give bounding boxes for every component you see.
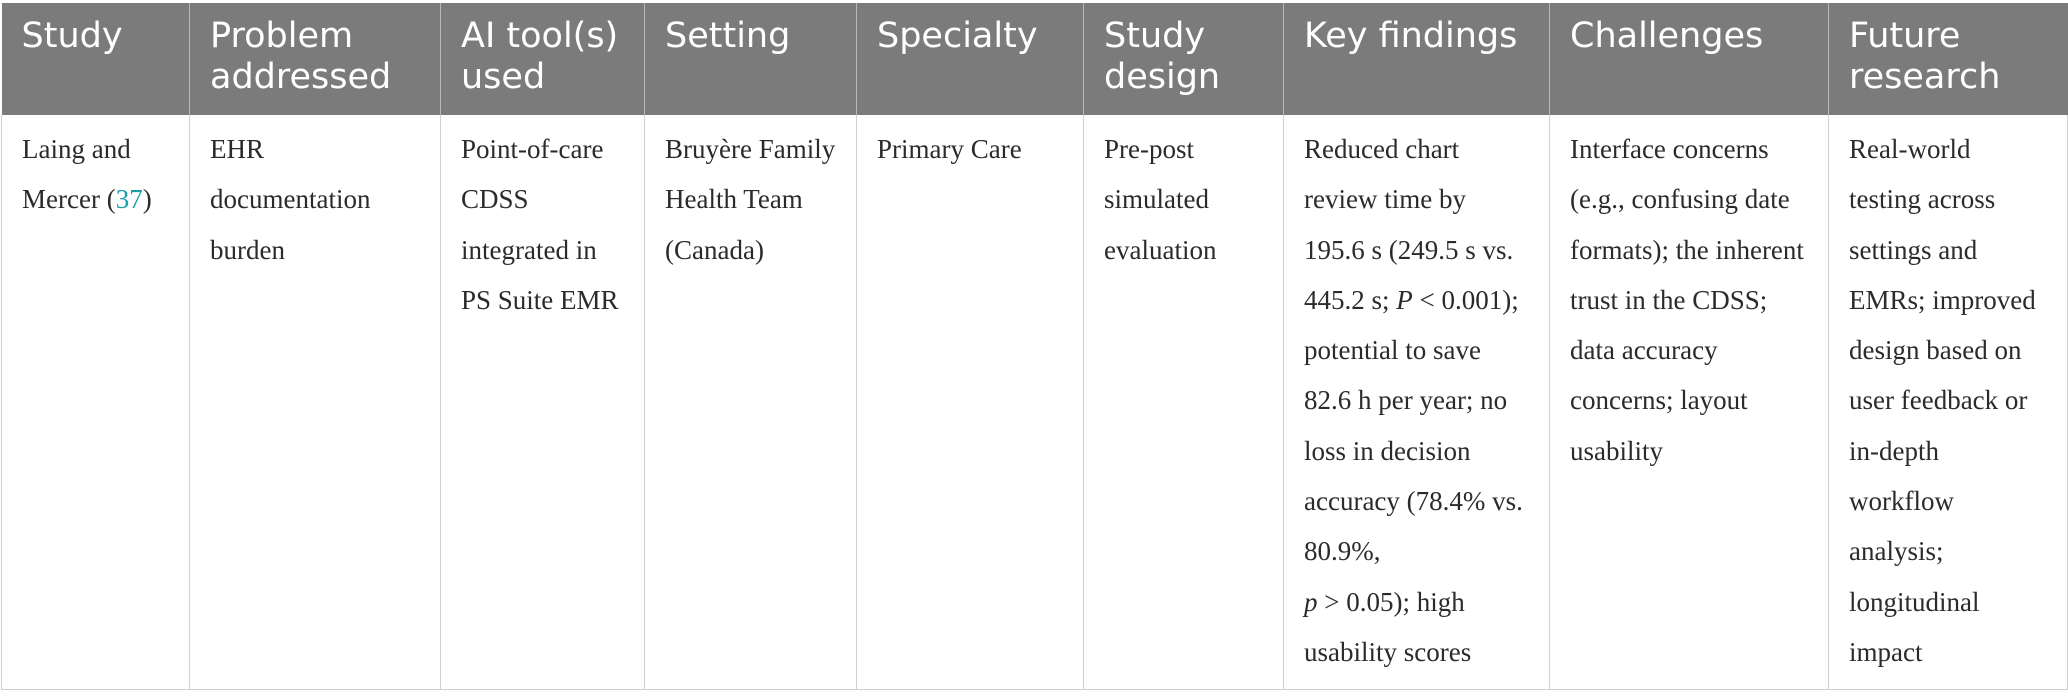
header-study-design: Study design [1084, 3, 1284, 115]
header-problem-addressed: Problem addressed [190, 3, 441, 115]
header-challenges: Challenges [1550, 3, 1829, 115]
cell-study-design: Pre-post simulated evaluation [1084, 115, 1284, 689]
header-key-findings: Key findings [1284, 3, 1550, 115]
findings-P-italic: P [1396, 284, 1413, 315]
findings-part-2: < 0.001); potential to save 82.6 h per year; no loss in decision accuracy (78.4% vs. 80.9%, [1304, 284, 1523, 567]
cell-study [2, 115, 190, 689]
cell-problem-addressed: EHR documentation burden [190, 115, 441, 689]
reference-link[interactable]: 37 [115, 184, 143, 215]
header-row [2, 3, 2068, 115]
ref-close: ) [142, 184, 152, 215]
ref-open: ( [99, 184, 116, 215]
header-setting: Setting [645, 3, 857, 115]
study-authors: Laing and Mercer [22, 134, 131, 215]
cell-ai-tools-used: Point-of-care CDSS integrated in PS Suite EMR [441, 115, 645, 689]
header-future-research: Future research [1829, 3, 2068, 115]
cell-challenges: Interface concerns (e.g., confusing date formats); the inherent trust in the CDSS; data accuracy concerns; layout usability [1550, 115, 1829, 689]
cell-setting: Bruyère Family Health Team (Canada) [645, 115, 857, 689]
findings-part-1: Reduced chart review time by 195.6 s (249.5 s vs. 445.2 s; [1304, 134, 1514, 315]
cell-specialty: Primary Care [857, 115, 1084, 689]
findings-part-3: > 0.05); high usability scores [1304, 586, 1472, 667]
findings-p-italic: p [1304, 586, 1318, 617]
header-specialty: Specialty [857, 3, 1084, 115]
cell-future-research: Real-world testing across settings and EMRs; improved design based on user feedback or in-depth workflow analysis; longitudinal impact [1829, 115, 2068, 689]
study-table [1, 3, 2068, 690]
header-ai-tools-used: AI tool(s) used [441, 3, 645, 115]
header-study: Study [2, 3, 190, 115]
table-row [2, 115, 2068, 689]
cell-key-findings [1284, 115, 1550, 689]
